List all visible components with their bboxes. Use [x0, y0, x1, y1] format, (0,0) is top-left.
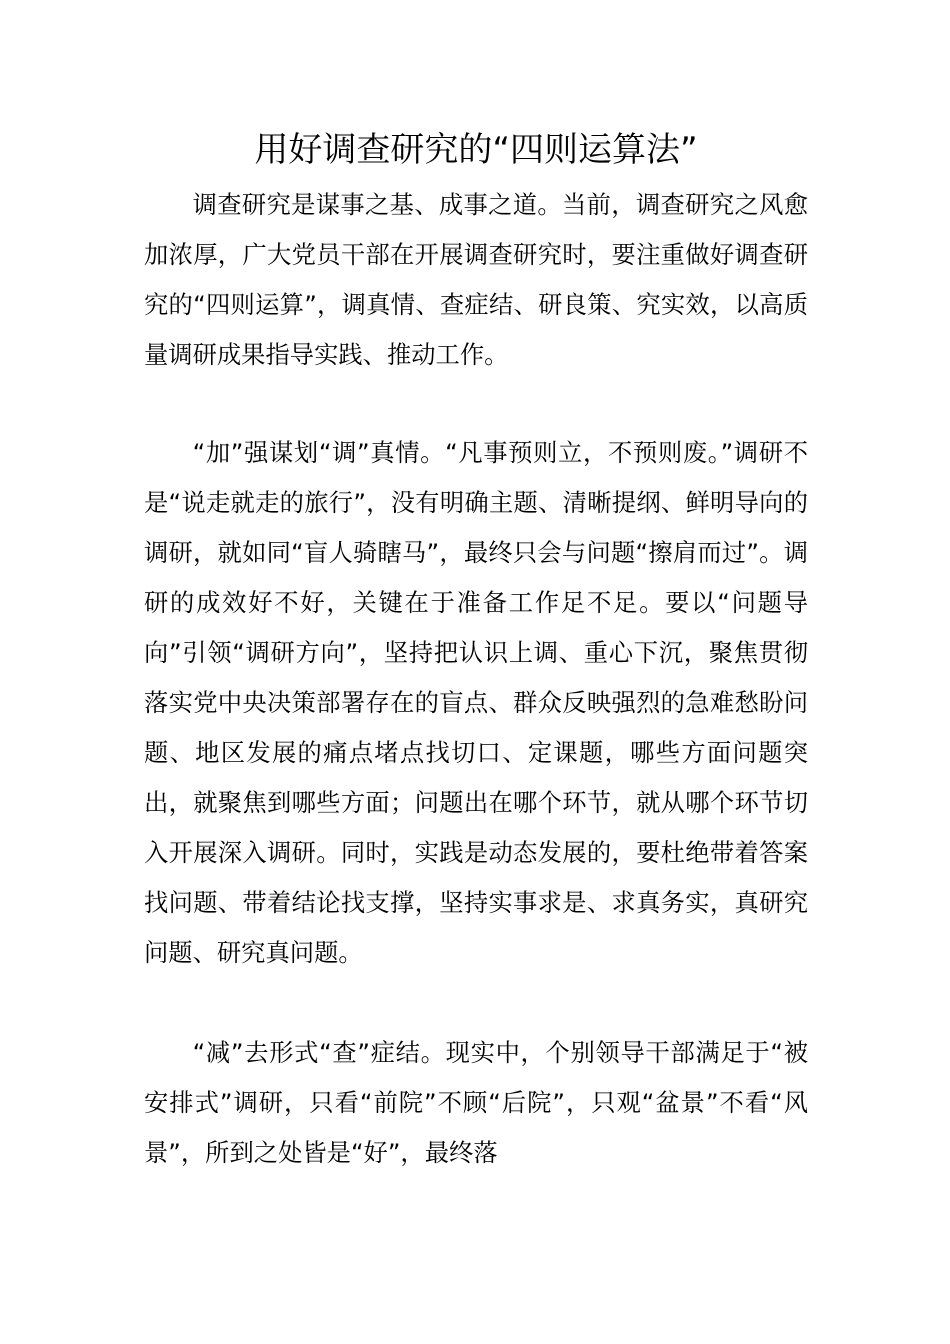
paragraph-spacer	[144, 380, 808, 428]
paragraph-spacer	[144, 978, 808, 1028]
document-page	[144, 120, 808, 1178]
paragraph-add: “加”强谋划“调”真情。“凡事预则立，不预则废。”调研不是“说走就走的旅行”，没有明确主题、清晰提纲、鲜明导向的调研，就如同“盲人骑瞎马”，最终只会与问题“擦肩而过”。调研的成效好不好，关键在于准备工作足不足。要以“问题导向”引领“调研方向”，坚持把认识上调、重心下沉，聚焦贯彻落实党中央决策部署存在的盲点、群众反映强烈的急难愁盼问题、地区发展的痛点堵点找切口、定课题，哪些方面问题突出，就聚焦到哪些方面；问题出在哪个环节，就从哪个环节切入开展深入调研。同时，实践是动态发展的，要杜绝带着答案找问题、带着结论找支撑，坚持实事求是、求真务实，真研究问题、研究真问题。	[144, 438, 808, 967]
document-title: 用好调查研究的“四则运算法”	[254, 130, 698, 170]
paragraph-intro: 调查研究是谋事之基、成事之道。当前，调查研究之风愈加浓厚，广大党员干部在开展调查研究时，要注重做好调查研究的“四则运算”，调真情、查症结、研良策、究实效，以高质量调研成果指导实践、推动工作。	[144, 190, 808, 369]
paragraph-subtract: “减”去形式“查”症结。现实中，个别领导干部满足于“被安排式”调研，只看“前院”不顾“后院”，只观“盆景”不看“风景”，所到之处皆是“好”，最终落	[144, 1038, 808, 1167]
